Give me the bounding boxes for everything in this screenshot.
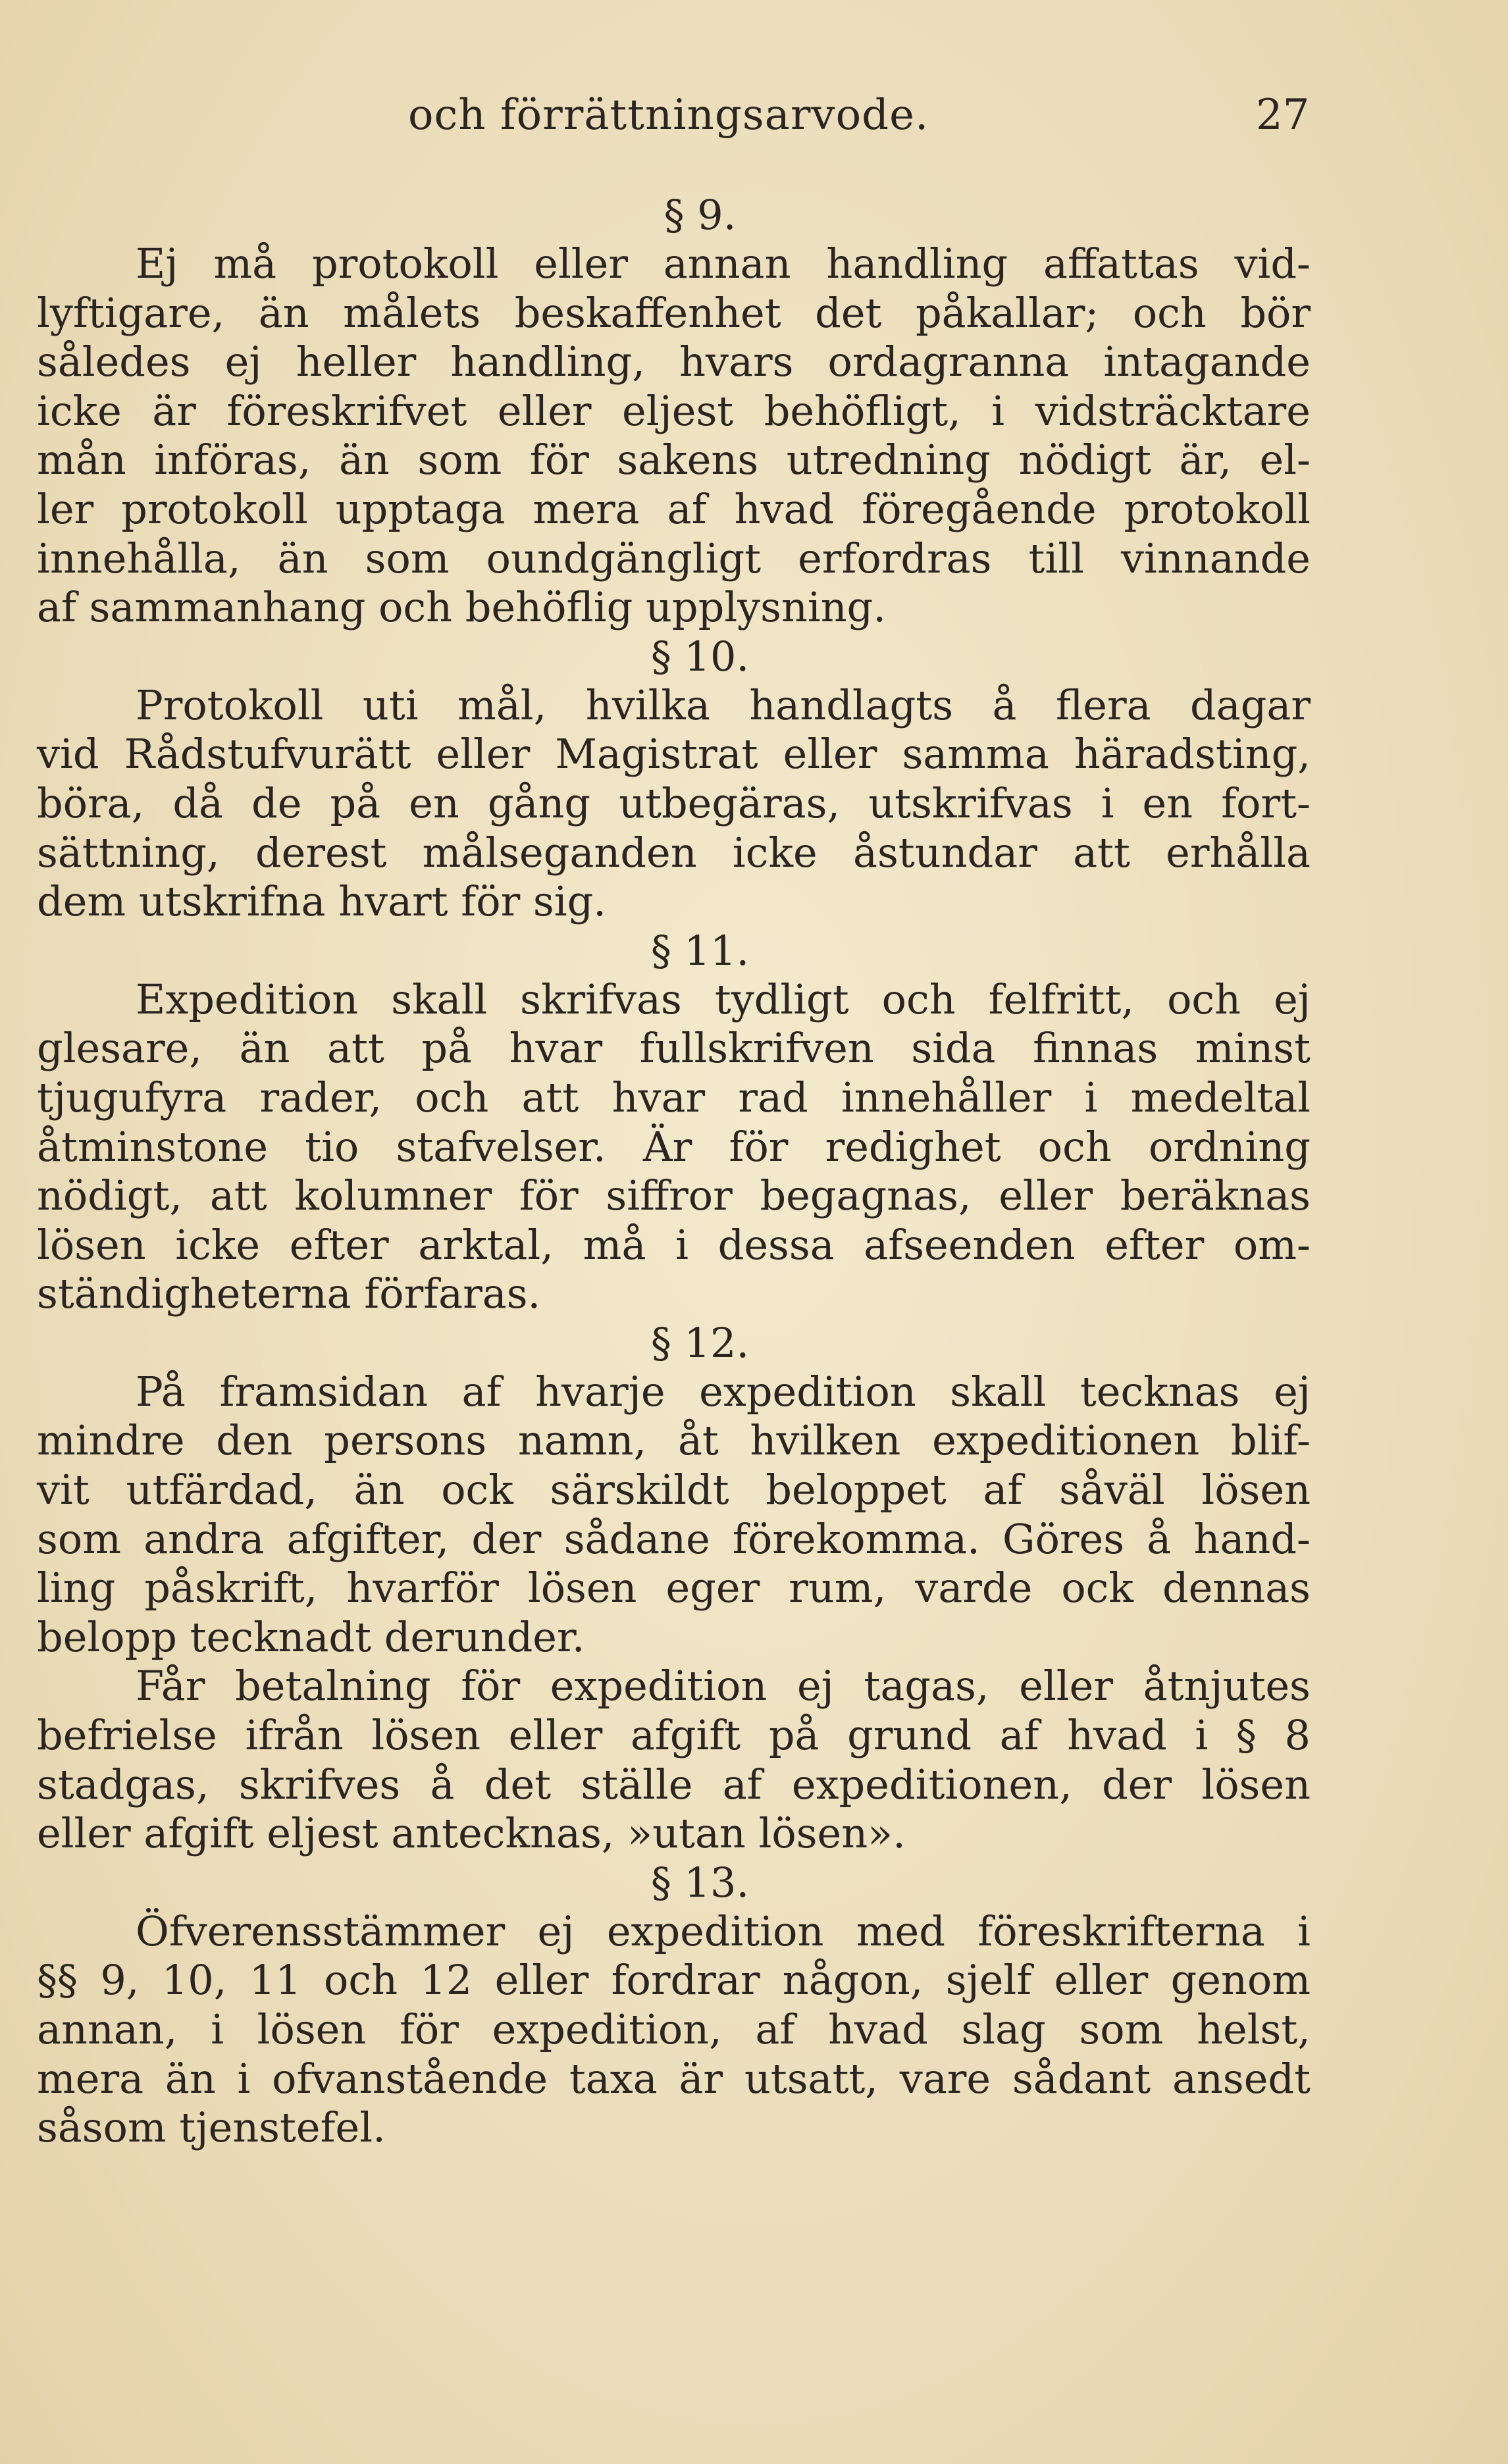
text-line: af sammanhang och behöflig upplysning. — [37, 583, 887, 632]
text-line: §§ 9, 10, 11 och 12 eller fordrar någon, sjelf eller genom — [37, 1956, 1311, 2005]
text-line: icke är föreskrifvet eller eljest behöfligt, i vidsträcktare — [37, 386, 1311, 435]
text-line: mån införas, än som för sakens utredning nödigt är, el- — [37, 436, 1311, 484]
section-heading: § 9. — [663, 191, 737, 239]
text-line: Får betalning för expedition ej tagas, eller åtnjutes — [136, 1662, 1311, 1710]
text-line: Ej må protokoll eller annan handling affattas vid- — [136, 240, 1311, 288]
text-line: mera än i ofvanstående taxa är utsatt, vare sådant ansedt — [37, 2054, 1311, 2103]
text-line: således ej heller handling, hvars ordagranna intagande — [37, 338, 1311, 386]
text-line: eller afgift eljest antecknas, »utan lösen». — [37, 1809, 906, 1858]
text-line: lyftigare, än målets beskaffenhet det påkallar; och bör — [37, 288, 1311, 337]
text-line: innehålla, än som oundgängligt erfordras till vinnande — [37, 534, 1311, 582]
text-line: sättning, derest målseganden icke åstundar att erhålla — [37, 828, 1311, 877]
text-line: lösen icke efter arktal, må i dessa afseenden efter om- — [37, 1220, 1311, 1269]
text-line: Öfverensstämmer ej expedition med föreskrifterna i — [136, 1907, 1311, 1955]
text-line: såsom tjenstefel. — [37, 2103, 386, 2152]
text-line: På framsidan af hvarje expedition skall tecknas ej — [136, 1367, 1311, 1416]
section-heading: § 11. — [650, 926, 750, 975]
text-line: nödigt, att kolumner för siffror begagnas, eller beräknas — [37, 1171, 1311, 1220]
text-line: ling påskrift, hvarför lösen eger rum, varde ock dennas — [37, 1564, 1311, 1612]
section-heading: § 10. — [650, 632, 750, 680]
text-line: ständigheterna förfaras. — [37, 1270, 541, 1318]
text-line: ler protokoll upptaga mera af hvad föregående protokoll — [37, 484, 1311, 533]
text-line: befrielse ifrån lösen eller afgift på grund af hvad i § 8 — [37, 1711, 1311, 1760]
text-line: som andra afgifter, der sådane förekomma. Göres å hand- — [37, 1514, 1311, 1563]
running-title: och förrättningsarvode. — [408, 91, 929, 140]
page-number: 27 — [1256, 91, 1310, 140]
text-line: Protokoll uti mål, hvilka handlagts å flera dagar — [136, 680, 1311, 729]
body-text — [37, 191, 1311, 2153]
text-line: vit utfärdad, än ock särskildt beloppet af såväl lösen — [37, 1466, 1311, 1514]
text-line: stadgas, skrifves å det ställe af expeditionen, der lösen — [37, 1760, 1311, 1809]
text-line: belopp tecknadt derunder. — [37, 1612, 585, 1661]
text-line: vid Rådstufvurätt eller Magistrat eller samma häradsting, — [37, 730, 1311, 779]
text-line: mindre den persons namn, åt hvilken expeditionen blif- — [37, 1416, 1311, 1465]
section-heading: § 12. — [650, 1318, 750, 1367]
text-line: annan, i lösen för expedition, af hvad slag som helst, — [37, 2005, 1311, 2053]
text-line: Expedition skall skrifvas tydligt och felfritt, och ej — [136, 975, 1311, 1023]
text-line: dem utskrifna hvart för sig. — [37, 877, 606, 926]
text-line: glesare, än att på hvar fullskrifven sida finnas minst — [37, 1024, 1311, 1073]
text-line: tjugufyra rader, och att hvar rad innehåller i medeltal — [37, 1073, 1311, 1121]
section-heading: § 13. — [650, 1858, 750, 1907]
text-line: böra, då de på en gång utbegäras, utskrifvas i en fort- — [37, 779, 1311, 827]
text-line: åtminstone tio stafvelser. Är för redighet och ordning — [37, 1122, 1311, 1171]
